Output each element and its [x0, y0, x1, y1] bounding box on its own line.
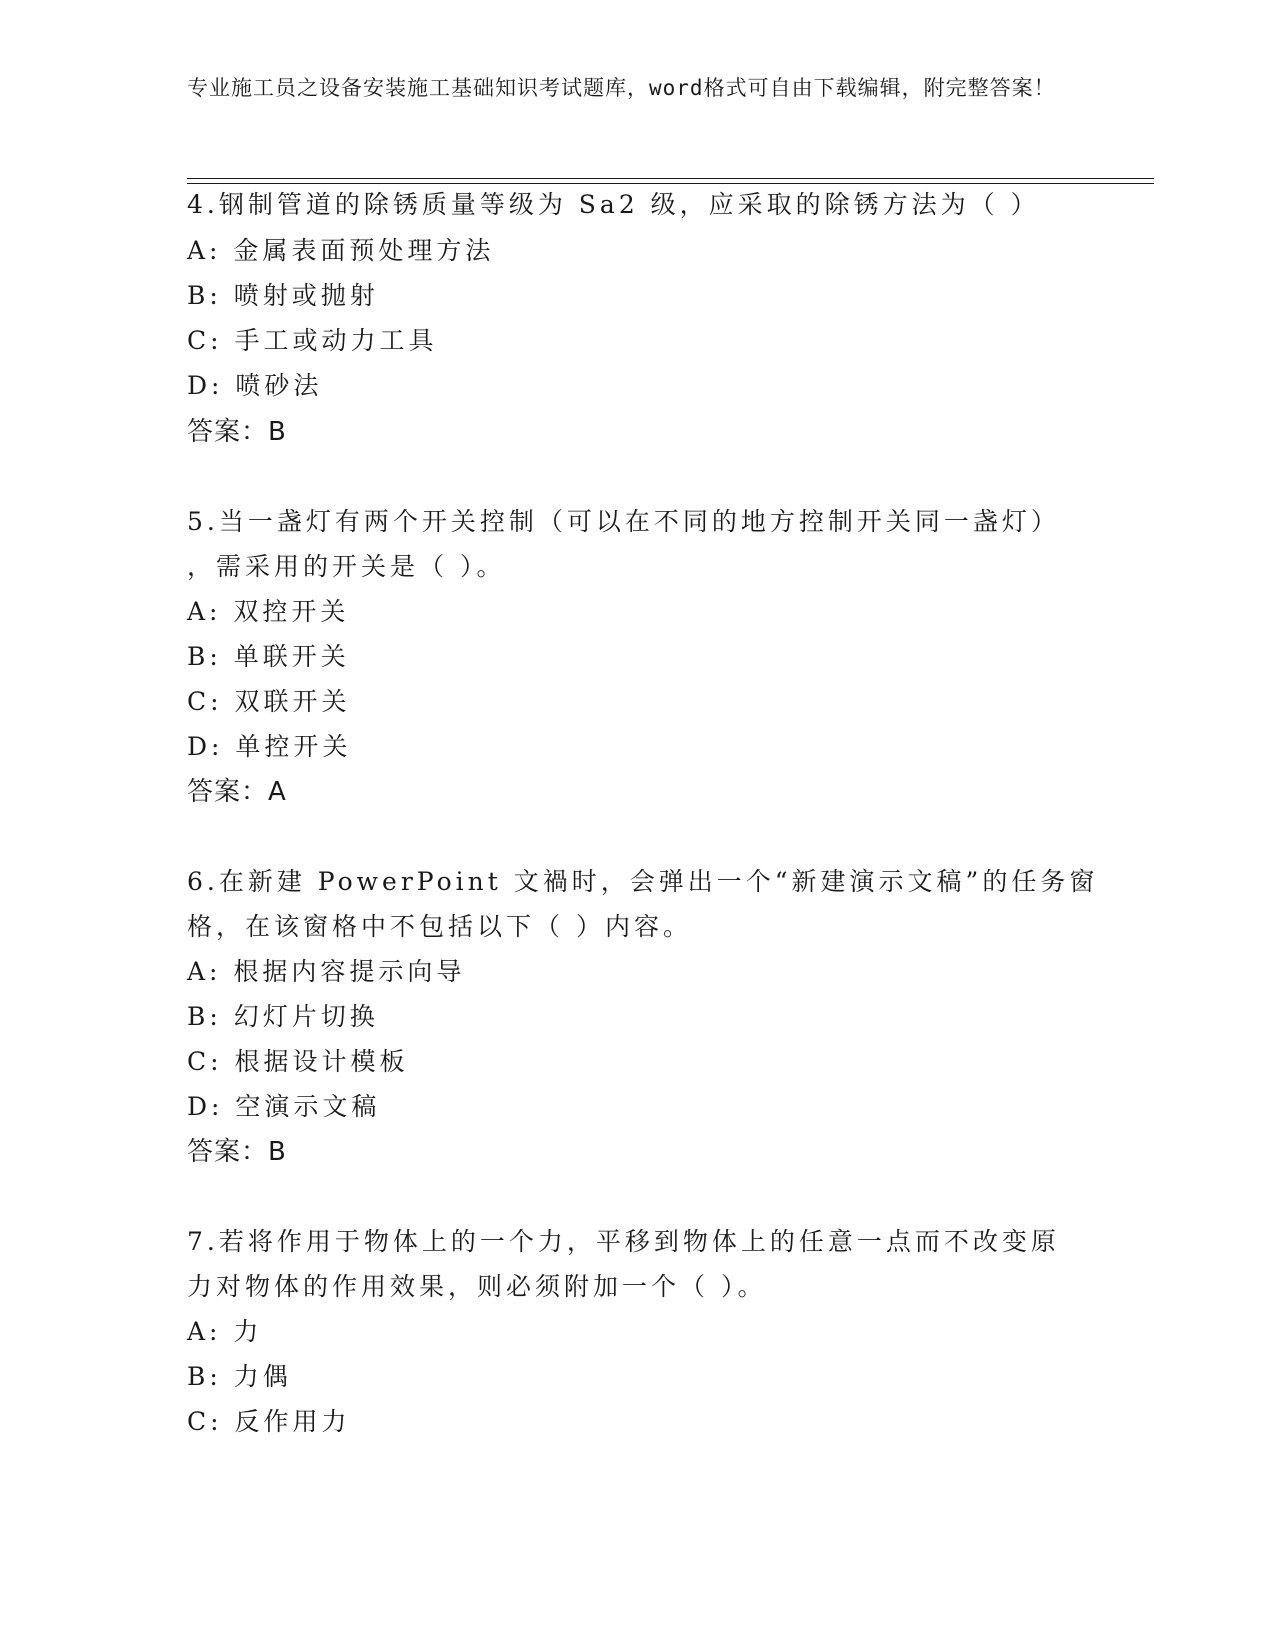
question-5-answer: 答案：A: [187, 777, 287, 807]
question-6-option-b: B: 幻灯片切换: [187, 1002, 379, 1031]
question-4-answer: 答案：B: [187, 417, 287, 447]
question-5-stem-line-2: ，需采用的开关是（ ）。: [187, 552, 506, 581]
question-5-option-d: D: 单控开关: [187, 732, 352, 761]
question-4-option-b: B: 喷射或抛射: [187, 281, 379, 310]
question-5-option-c: C: 双联开关: [187, 687, 351, 716]
header-divider-bottom: [187, 183, 1154, 184]
question-5-stem-line-1: 5.当一盏灯有两个开关控制（可以在不同的地方控制开关同一盏灯）: [187, 507, 1060, 536]
question-4-stem: 4.钢制管道的除锈质量等级为 Sa2 级，应采取的除锈方法为（ ）: [187, 190, 1040, 219]
document-header: 专业施工员之设备安装施工基础知识考试题库，word格式可自由下载编辑，附完整答案！: [187, 76, 1056, 100]
question-5-option-a: A: 双控开关: [187, 597, 350, 626]
question-6-stem-line-1: 6.在新建 PowerPoint 文禍时，会弹出一个“新建演示文稿”的任务窗: [187, 867, 1099, 896]
header-divider-top: [187, 178, 1154, 179]
question-7-option-c: C: 反作用力: [187, 1407, 351, 1436]
question-6-answer: 答案：B: [187, 1137, 287, 1167]
question-5-option-b: B: 单联开关: [187, 642, 350, 671]
question-6-option-d: D: 空演示文稿: [187, 1092, 381, 1121]
question-7-option-b: B: 力偶: [187, 1362, 292, 1391]
question-4-option-c: C: 手工或动力工具: [187, 326, 438, 355]
question-7-stem-line-1: 7.若将作用于物体上的一个力，平移到物体上的任意一点而不改变原: [187, 1227, 1060, 1256]
question-4-option-a: A: 金属表面预处理方法: [187, 236, 495, 265]
question-6-option-c: C: 根据设计模板: [187, 1047, 409, 1076]
question-7-stem-line-2: 力对物体的作用效果，则必须附加一个（ ）。: [187, 1272, 767, 1301]
question-6-option-a: A: 根据内容提示向导: [187, 957, 466, 986]
question-4-option-d: D: 喷砂法: [187, 371, 323, 400]
question-7-option-a: A: 力: [187, 1317, 263, 1346]
question-6-stem-line-2: 格，在该窗格中不包括以下（ ）内容。: [187, 912, 692, 941]
